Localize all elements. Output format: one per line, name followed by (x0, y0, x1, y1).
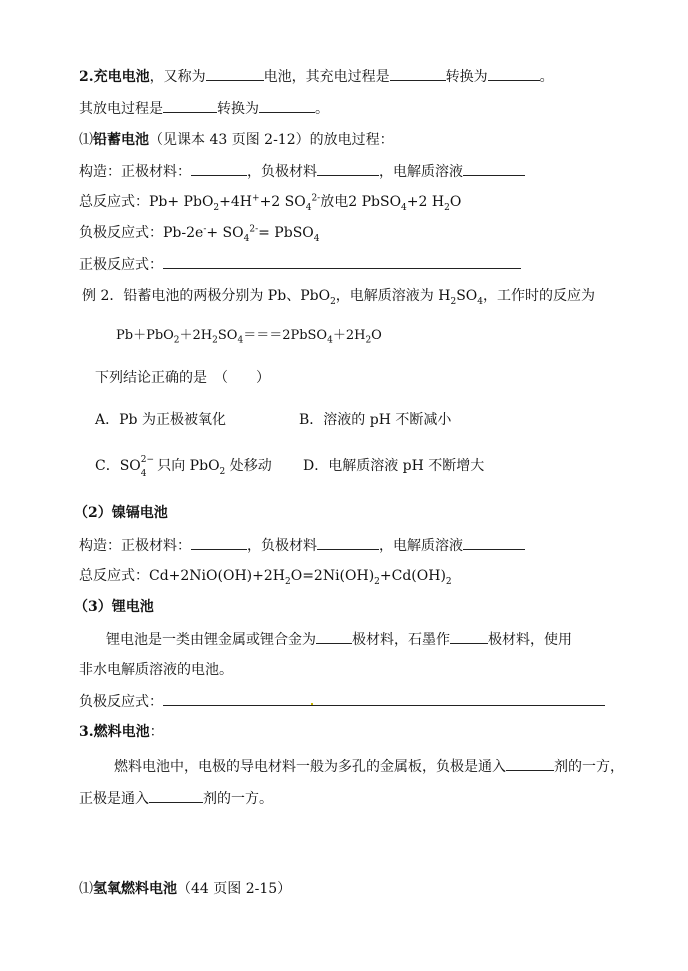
text: 负极反应式：Pb-2e (79, 225, 204, 241)
option-b: B．溶液的 pH 不断减小 (299, 412, 452, 428)
lead-battery-title: 铅蓄电池 (93, 132, 149, 148)
lead-total-reaction: 总反应式：Pb+ PbO$_2$+4H++2 $SO_4^{2-}$放电2 PbSO$_4$+2 $H_2O$ (79, 193, 462, 213)
blank (390, 66, 446, 81)
text: 燃料电池中，电极的导电材料一般为多孔的金属板，负极是通入 (114, 759, 506, 775)
lead-structure (79, 161, 525, 182)
text: SO (456, 288, 478, 304)
text: = PbSO (258, 225, 314, 241)
text: O=2Ni(OH) (290, 568, 375, 584)
option-a: A．Pb 为正极被氧化 (95, 412, 226, 428)
text: 转换为 (445, 69, 488, 85)
text: 构造：正极材料： (79, 164, 191, 180)
text: +2 SO (259, 194, 306, 210)
blank (316, 629, 352, 644)
nicd-structure (79, 535, 525, 556)
text: 处移动 (225, 458, 272, 474)
blank (163, 254, 521, 269)
lead-positive-reaction (79, 254, 521, 275)
blank (149, 788, 203, 803)
text: 其放电过程是 (79, 101, 163, 117)
nicd-heading: （2）镍镉电池 (74, 505, 168, 521)
text: 只向 PbO (152, 458, 220, 474)
text: 正极是通入 (79, 791, 149, 807)
text: 锂电池是一类由锂金属或锂合金为 (106, 632, 316, 648)
hydrogen-oxygen-title: 氢氧燃料电池 (93, 881, 177, 897)
text: （见课本 43 页图 2-12）的放电过程： (149, 132, 394, 148)
item-label: ⑴ (79, 881, 93, 897)
text: ，负极材料 (247, 164, 317, 180)
blank (488, 66, 540, 81)
text: ＋2H (332, 328, 366, 343)
text: 总反应式：Pb+ PbO (79, 194, 214, 210)
text: 极材料，石墨作 (352, 632, 450, 648)
blank (163, 691, 605, 706)
text: 构造：正极材料： (79, 538, 191, 554)
text: （44 页图 2-15） (177, 881, 292, 897)
blank (317, 535, 379, 550)
blank (206, 66, 264, 81)
blank (191, 161, 247, 176)
blank (463, 535, 525, 550)
lead-negative-reaction: 负极反应式：$Pb-2e^-+ SO_4^{2-}=$ PbSO$_4$ (79, 224, 320, 244)
text: O (449, 194, 462, 210)
text: ＝＝＝2PbSO (243, 328, 328, 343)
lead-battery-heading (79, 130, 394, 150)
example-2-prompt: 下列结论正确的是 （ ） (95, 370, 270, 386)
text: ，又称为 (149, 69, 206, 85)
fuel-paragraph-line-1 (114, 756, 624, 777)
text: 总反应式：Cd+2NiO(OH)+2H (79, 568, 285, 584)
text: 例 2．铅蓄电池的两极分别为 Pb、PbO (82, 288, 331, 304)
lithium-heading: （3）锂电池 (74, 599, 154, 615)
text: O (371, 328, 382, 343)
discharge-label: 放电 (320, 194, 349, 210)
text: 。 (539, 69, 554, 85)
nicd-total-reaction: 总反应式：$Cd+2NiO(OH)+2H_2O=2Ni(OH)_2+Cd(OH)_2$ (79, 568, 452, 587)
option-c: C．SO 2− 4 只向 PbO$_2$ 处移动 (95, 455, 272, 479)
section-2-number: 2. (79, 69, 94, 85)
lithium-negative-reaction (79, 691, 605, 712)
fuel-paragraph-line-2 (79, 788, 273, 809)
option-d: D．电解质溶液 pH 不断增大 (303, 458, 485, 474)
blank (463, 161, 525, 176)
blank (450, 629, 488, 644)
section-2-line-1 (79, 66, 554, 87)
blank (317, 161, 379, 176)
text: + SO (206, 225, 244, 241)
fuel-cell-title: 燃料电池 (93, 724, 150, 740)
text: 剂的一方， (554, 759, 624, 775)
blank (259, 98, 315, 113)
text: ： (149, 724, 164, 740)
stray-dot (311, 703, 313, 705)
lithium-paragraph-line-2: 非水电解质溶液的电池。 (79, 662, 233, 678)
text: 正极反应式： (79, 257, 163, 273)
text: Pb＋PbO (116, 328, 174, 343)
section-3-number: 3. (79, 724, 94, 740)
text: ，电解质溶液 (379, 164, 463, 180)
text: 。 (315, 101, 329, 117)
example-2-equation: $Pb+PbO_2+2H_2SO_4===2PbSO_4+2H_2O$ (116, 328, 382, 346)
text: +Cd(OH) (379, 568, 446, 584)
text: 剂的一方。 (203, 791, 273, 807)
text: C．SO (95, 458, 141, 474)
text: ，工作时的反应为 (483, 288, 596, 304)
text: +4H (219, 194, 253, 210)
hydrogen-oxygen-heading (79, 879, 291, 899)
text: ，负极材料 (247, 538, 317, 554)
text: ＋2H (179, 328, 213, 343)
blank (191, 535, 247, 550)
text: 电池，其充电过程是 (263, 69, 390, 85)
fuel-cell-heading (79, 722, 164, 742)
text: SO (217, 328, 238, 343)
example-2-question: 例 2．铅蓄电池的两极分别为 Pb、PbO$_2$，电解质溶液为 $H_2SO_4$，工作时的反应为 (82, 288, 596, 307)
text: 极材料，使用 (488, 632, 572, 648)
section-2-title: 充电电池 (93, 69, 150, 85)
blank (163, 98, 217, 113)
text: 负极反应式： (79, 694, 163, 710)
text: +2 H (406, 194, 445, 210)
section-2-line-2 (79, 98, 329, 119)
text: 2 PbSO (348, 194, 402, 210)
lithium-paragraph-line-1 (106, 629, 572, 650)
text: ，电解质溶液 (379, 538, 463, 554)
blank (506, 756, 554, 771)
text: 转换为 (217, 101, 259, 117)
item-label: ⑴ (79, 132, 93, 148)
text: ，电解质溶液为 H (335, 288, 451, 304)
